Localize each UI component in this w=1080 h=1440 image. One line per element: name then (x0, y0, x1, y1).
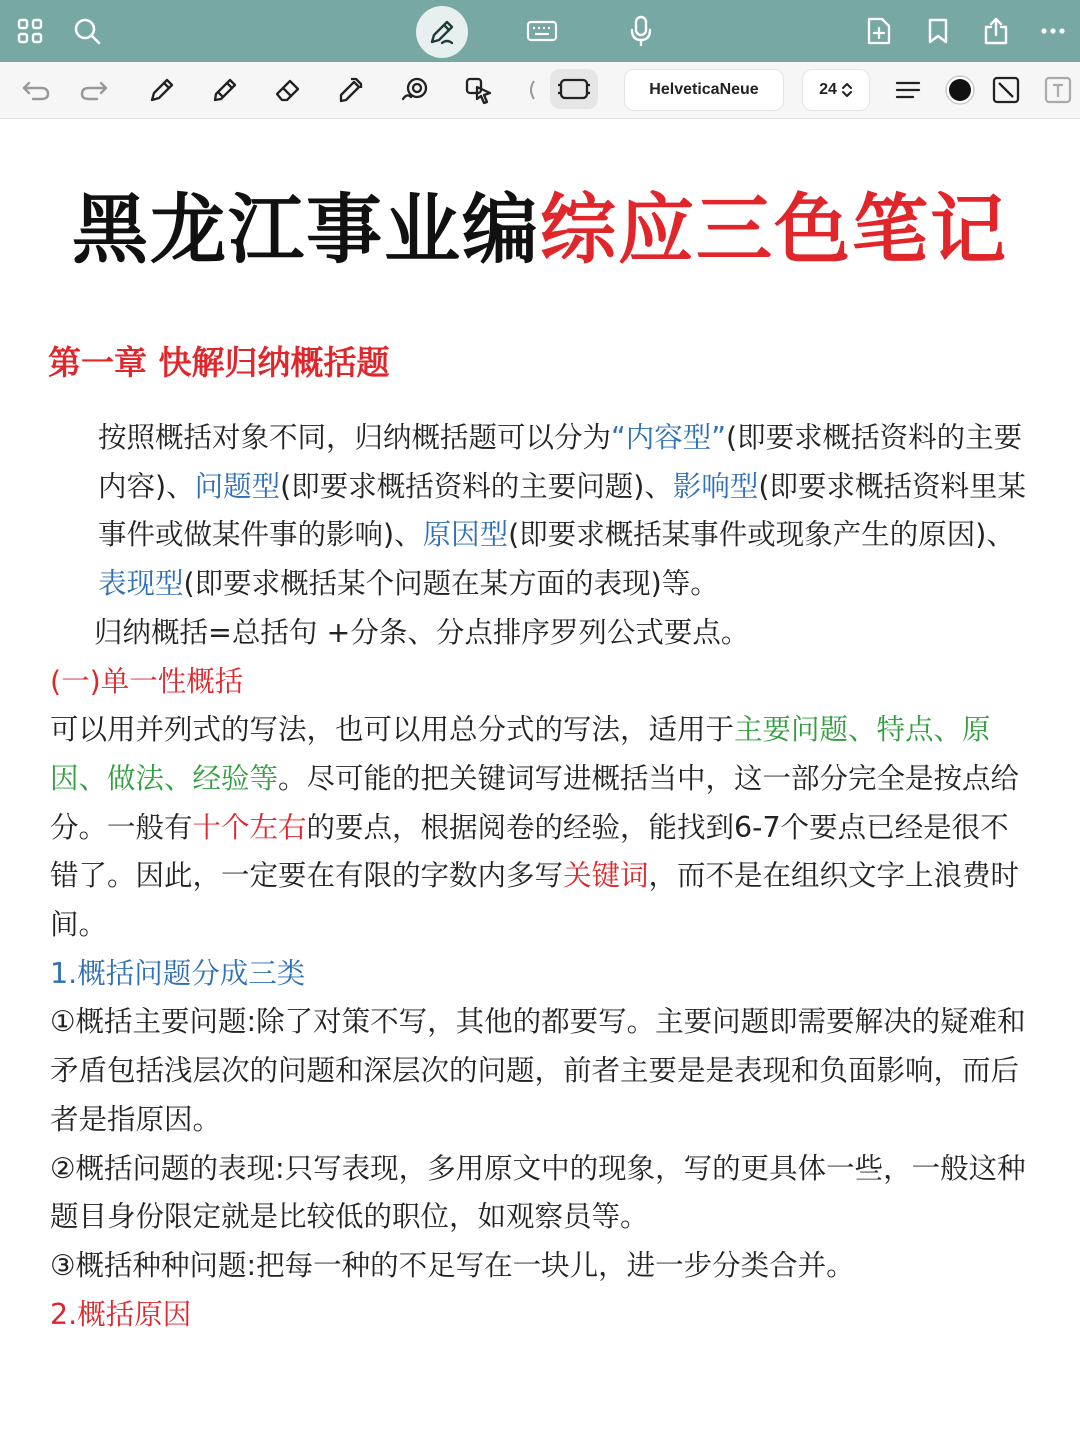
text-icon[interactable] (1040, 62, 1076, 118)
section-heading: (一)单一性概括 (50, 664, 244, 698)
redo-icon[interactable] (76, 62, 112, 118)
subheading-1: 1.概括问题分成三类 (50, 956, 306, 990)
select-icon[interactable] (550, 69, 598, 109)
list-item-3: ③概括种种问题:把每一种的不足写在一块儿，进一步分类合并。 (50, 1248, 855, 1282)
list-item-1: ①概括主要问题:除了对策不写，其他的都要写。主要问题即需要解决的疑难和矛盾包括浅层次的问题和深层次的问题，前者主要是是表现和负面影响，而后者是指原因。 (50, 1005, 1026, 1136)
pen-icon[interactable] (144, 62, 180, 118)
pencil-icon[interactable] (207, 62, 243, 118)
search-icon[interactable] (70, 0, 104, 62)
subheading-2: 2.概括原因 (50, 1297, 192, 1331)
font-size-value: 24 (819, 81, 837, 98)
more-icon[interactable] (1038, 0, 1068, 62)
pen-mode-icon[interactable] (416, 6, 468, 58)
add-page-icon[interactable] (864, 0, 894, 62)
font-selector[interactable]: HelveticaNeue (624, 69, 784, 111)
stepper-icon (841, 81, 853, 99)
keyboard-icon[interactable] (524, 0, 560, 62)
paragraph-single: 可以用并列式的写法，也可以用总分式的写法，适用于主要问题、特点、原因、做法、经验等。尽可能的把关键词写进概括当中，这一部分完全是按点给分。一般有十个左右的要点，根据阅卷的经验，能找到6-7个要点已经是很不错了。因此，一定要在有限的字数内多写关键词，而不是在组织文字上浪费时间。 (50, 713, 1020, 942)
shape-icon[interactable] (396, 62, 434, 118)
title-red: 综应三色笔记 (540, 185, 1008, 274)
color-icon[interactable] (942, 62, 978, 118)
microphone-icon[interactable] (626, 0, 656, 62)
title-black: 黑龙江事业编 (72, 185, 540, 274)
lasso-icon[interactable] (460, 62, 498, 118)
eraser-icon[interactable] (270, 62, 306, 118)
page-title (0, 182, 1080, 278)
top-bar (0, 0, 1080, 62)
list-item-2: ②概括问题的表现:只写表现，多用原文中的现象，写的更具体一些，一般这种题目身份限定就是比较低的职位，如观察员等。 (50, 1151, 1026, 1234)
scroll-indicator-icon (524, 62, 538, 118)
paragraph-intro: 按照概括对象不同，归纳概括题可以分为“内容型”(即要求概括资料的主要内容)、问题型(即要求概括资料的主要问题)、影响型(即要求概括资料里某事件或做某件事的影响)、原因型(即要求概括某事件或现象产生的原因)、表现型(即要求概括某个问题在某方面的表现)等。 (98, 421, 1027, 601)
document-body (50, 414, 1032, 1339)
grid-icon[interactable] (14, 0, 46, 62)
paragraph-formula: 归纳概括=总括句 +分条、分点排序罗列公式要点。 (94, 615, 750, 649)
font-size-selector[interactable] (802, 69, 870, 111)
align-icon[interactable] (892, 62, 924, 118)
share-icon[interactable] (980, 0, 1012, 62)
highlighter-icon[interactable] (332, 62, 368, 118)
undo-icon[interactable] (18, 62, 54, 118)
line-icon[interactable] (988, 62, 1024, 118)
chapter-heading: 第一章 快解归纳概括题 (48, 343, 390, 382)
bookmark-icon[interactable] (924, 0, 952, 62)
